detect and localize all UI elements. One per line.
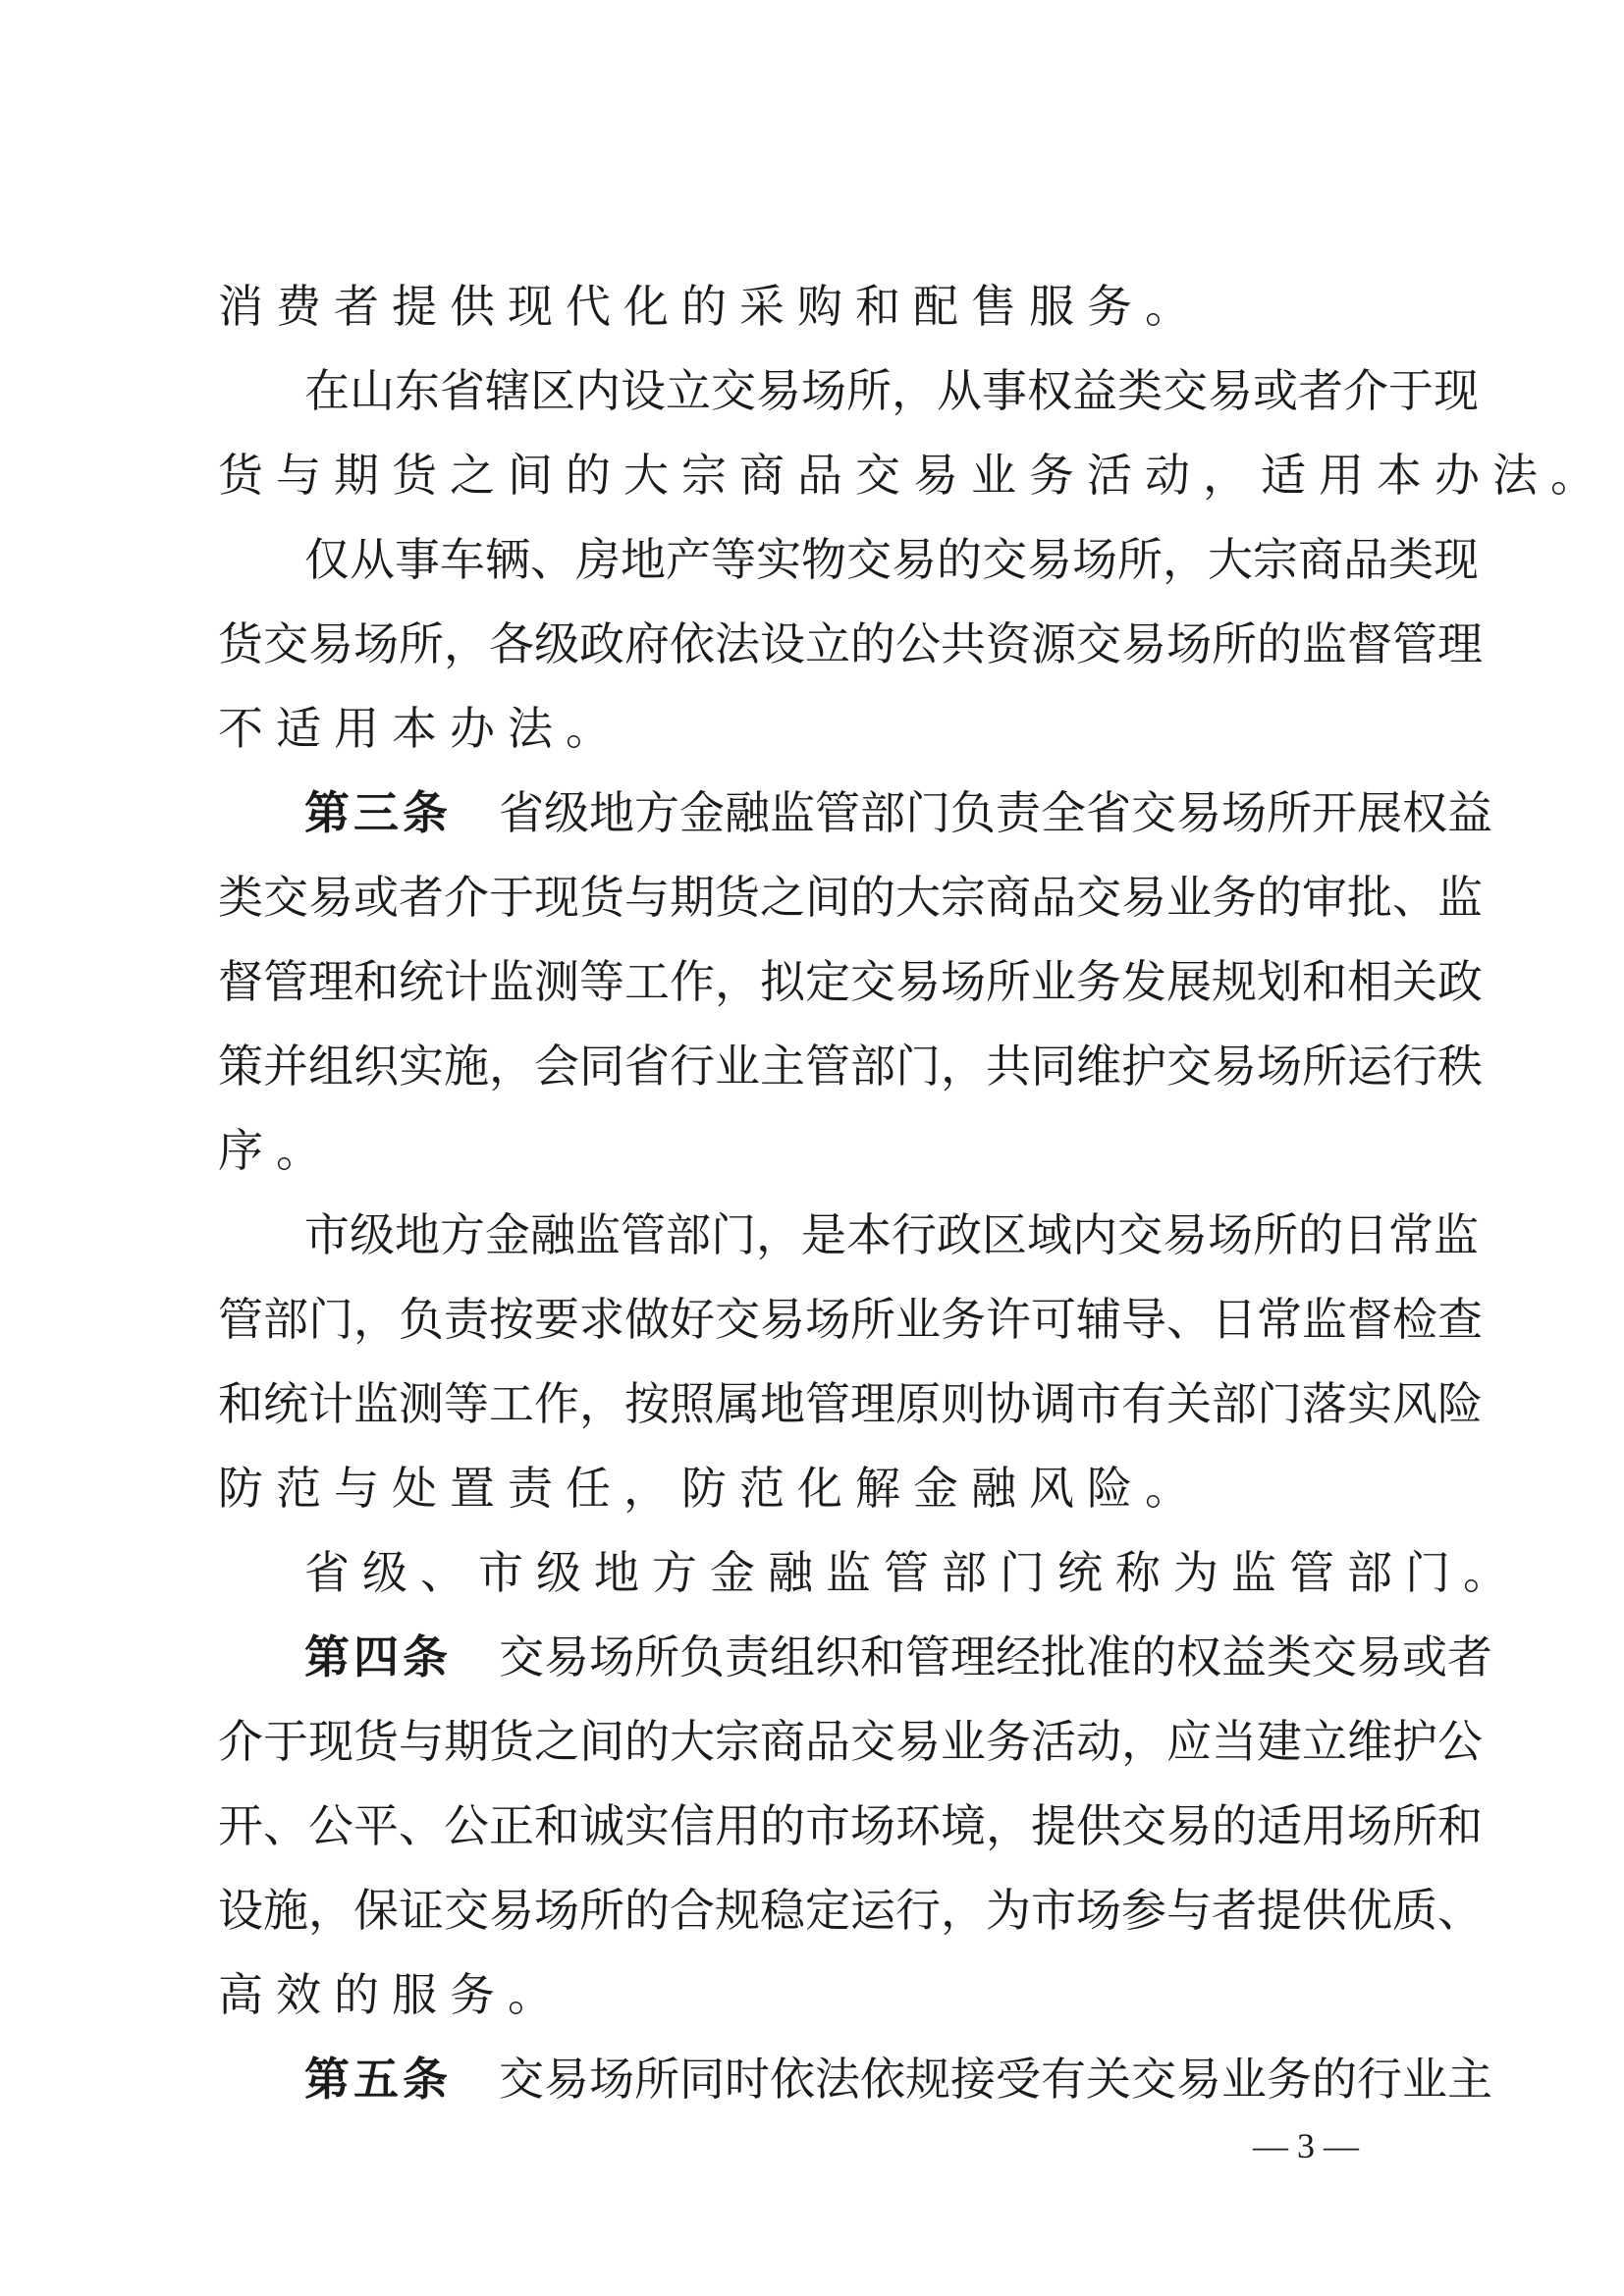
paragraph-line	[218, 267, 1416, 346]
paragraph-line	[218, 1364, 1483, 1443]
line-text: 开、公平、公正和诚实信用的市场环境，提供交易的适用场所和	[218, 1799, 1483, 1852]
line-text: 管部门，负责按要求做好交易场所业务许可辅导、日常监督检查	[218, 1293, 1483, 1346]
paragraph-line	[218, 436, 1608, 514]
paragraph-line	[218, 1280, 1483, 1359]
line-text: 高效的服务。	[218, 1968, 566, 2021]
line-text: 货交易场所，各级政府依法设立的公共资源交易场所的监督管理	[218, 617, 1483, 670]
paragraph-line	[218, 689, 1416, 768]
line-text: 设施，保证交易场所的合规稳定运行，为市场参与者提供优质、	[218, 1884, 1483, 1937]
line-text: 交易场所同时依法依规接受有关交易业务的行业主	[499, 2053, 1492, 2106]
article-first-line	[304, 774, 1492, 852]
line-text: 介于现货与期货之间的大宗商品交易业务活动，应当建立维护公	[218, 1715, 1483, 1768]
page-number: — 3 —	[1253, 2126, 1359, 2165]
line-text: 交易场所负责组织和管理经批准的权益类交易或者	[499, 1630, 1492, 1683]
paragraph-line	[218, 1027, 1483, 1105]
paragraph-line	[304, 351, 1479, 430]
line-text: 省级、市级地方金融监管部门统称为监管部门。	[304, 1546, 1521, 1599]
article-first-line	[304, 1618, 1492, 1696]
line-text: 仅从事车辆、房地产等实物交易的交易场所，大宗商品类现	[304, 533, 1479, 586]
paragraph-line	[218, 605, 1483, 683]
paragraph-line	[218, 1702, 1483, 1781]
line-text: 和统计监测等工作，按照属地管理原则协调市有关部门落实风险	[218, 1377, 1483, 1430]
paragraph-line	[218, 1871, 1483, 1949]
line-text: 货与期货之间的大宗商品交易业务活动，适用本办法。	[218, 449, 1608, 502]
paragraph-line	[218, 1787, 1483, 1865]
article-heading: 第五条	[304, 2053, 452, 2106]
line-text: 消费者提供现代化的采购和配售服务。	[218, 280, 1203, 333]
article-heading: 第三条	[304, 786, 452, 839]
paragraph-line	[304, 1533, 1521, 1612]
paragraph-line	[218, 942, 1483, 1021]
paragraph-line	[218, 858, 1483, 936]
line-text: 省级地方金融监管部门负责全省交易场所开展权益	[499, 786, 1492, 839]
paragraph-line	[304, 1196, 1479, 1274]
paragraph-line	[218, 1449, 1416, 1527]
line-text: 不适用本办法。	[218, 702, 623, 755]
line-text: 策并组织实施，会同省行业主管部门，共同维护交易场所运行秩	[218, 1040, 1483, 1093]
paragraph-line	[304, 520, 1479, 599]
line-text: 市级地方金融监管部门，是本行政区域内交易场所的日常监	[304, 1208, 1479, 1261]
line-text: 在山东省辖区内设立交易场所，从事权益类交易或者介于现	[304, 364, 1479, 417]
article-first-line	[304, 2040, 1492, 2118]
paragraph-line	[218, 1955, 1416, 2034]
article-heading: 第四条	[304, 1630, 452, 1683]
line-text: 序。	[218, 1124, 334, 1177]
paragraph-line	[218, 1111, 1416, 1190]
line-text: 类交易或者介于现货与期货之间的大宗商品交易业务的审批、监	[218, 871, 1483, 924]
line-text: 督管理和统计监测等工作，拟定交易场所业务发展规划和相关政	[218, 955, 1483, 1008]
line-text: 防范与处置责任，防范化解金融风险。	[218, 1462, 1203, 1515]
